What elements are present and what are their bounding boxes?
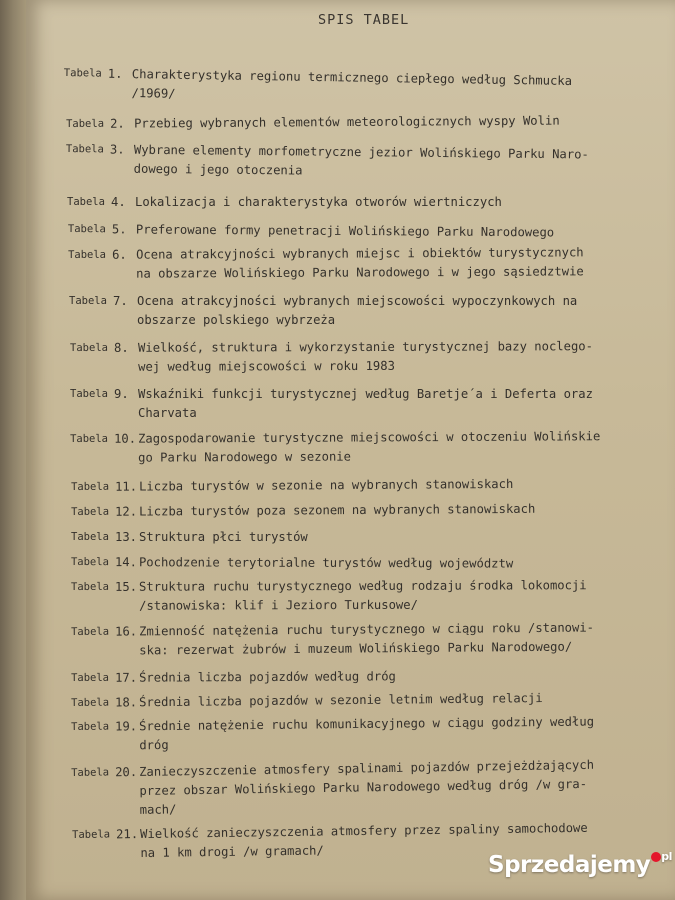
entry-line: Wielkość, struktura i wykorzystanie turystycznej bazy noclego- xyxy=(138,339,593,355)
entry-prefix: Tabela xyxy=(71,505,110,518)
entry-prefix: Tabela xyxy=(63,66,102,80)
entry-line: dróg xyxy=(139,737,169,753)
entry-number: 18. xyxy=(115,695,138,710)
entry-line: Przebieg wybranych elementów meteorologicznych wyspy Wolin xyxy=(134,113,560,131)
entry-line: Średnia liczba pojazdów według dróg xyxy=(139,669,396,685)
entry-line: Charakterystyka regionu termicznego ciepłego według Schmucka xyxy=(131,67,573,88)
entry-number: 19. xyxy=(115,719,138,734)
entry-line: Ocena atrakcyjności wybranych miejscowości wypoczynkowych na xyxy=(137,294,578,308)
entry-prefix: Tabela xyxy=(70,556,109,569)
entry-line: Wielkość zanieczyszczenia atmosfery przez spaliny samochodowe xyxy=(140,820,588,842)
entry-number: 17. xyxy=(115,670,138,685)
entry-prefix: Tabela xyxy=(70,432,109,445)
entry-text xyxy=(136,243,616,284)
entry-line: Zmienność natężenia ruchu turystycznego w ciągu roku /stanowi- xyxy=(139,620,595,639)
entry-prefix: Tabela xyxy=(67,196,105,208)
entry-line: przez obszar Wolińskiego Parku Narodowego według dróg /w gra- xyxy=(139,776,588,798)
entry-number: 8. xyxy=(114,340,129,355)
entry-prefix: Tabela xyxy=(71,580,109,593)
document-page xyxy=(26,0,675,900)
entry-line: Charvata xyxy=(138,406,197,420)
entry-line: Lokalizacja i charakterystyka otworów wiertniczych xyxy=(135,195,502,209)
entry-number: 10. xyxy=(114,431,137,446)
entry-prefix: Tabela xyxy=(70,388,108,400)
entry-number: 1. xyxy=(107,66,123,81)
entry-line: Liczba turystów w sezonie na wybranych stanowiskach xyxy=(139,476,514,494)
entry-prefix: Tabela xyxy=(72,828,111,841)
entry-text xyxy=(138,337,618,377)
entry-line: na 1 km drogi /w gramach/ xyxy=(140,843,324,861)
entry-line: Zagospodarowanie turystyczne miejscowości w otoczeniu Wolińskie xyxy=(138,429,601,446)
entry-number: 16. xyxy=(115,624,138,639)
entry-line: Zanieczyszczenie atmosfery spalinami pojazdów przejeżdżających xyxy=(139,757,595,779)
entry-prefix: Tabela xyxy=(71,531,109,543)
entry-text xyxy=(137,292,617,330)
entry-number: 6. xyxy=(112,247,127,262)
entry-text xyxy=(135,193,615,212)
entry-number: 4. xyxy=(111,195,126,209)
entry-line: Ocena atrakcyjności wybranych miejsc i obiektów turystycznych xyxy=(136,245,584,262)
entry-line: Liczba turystów poza sezonem na wybranych stanowiskach xyxy=(139,501,536,519)
entry-line: dowego i jego otoczenia xyxy=(133,161,303,178)
entry-number: 11. xyxy=(115,479,138,494)
entry-prefix: Tabela xyxy=(65,142,104,156)
entry-line: ska: rezerwat żubrów i muzeum Wolińskiego Parku Narodowego/ xyxy=(139,639,573,658)
entry-text xyxy=(139,576,619,616)
entry-number: 14. xyxy=(114,555,138,570)
entry-prefix: Tabela xyxy=(69,295,107,307)
watermark-logo xyxy=(488,850,672,878)
entry-text xyxy=(131,65,612,111)
entry-prefix: Tabela xyxy=(71,625,110,638)
entry-prefix: Tabela xyxy=(71,720,110,733)
entry-line: Struktura ruchu turystycznego według rodzaju środka lokomocji xyxy=(139,578,587,594)
entry-prefix: Tabela xyxy=(71,766,110,779)
watermark-text: Sprzedajemy xyxy=(488,852,651,878)
entry-number: 12. xyxy=(115,504,138,519)
entry-number: 20. xyxy=(115,764,138,780)
entry-line: obszarze polskiego wybrzeża xyxy=(137,313,336,327)
entry-prefix: Tabela xyxy=(71,696,110,709)
entry-text xyxy=(139,553,619,574)
entry-line: Wskaźniki funkcji turystycznej według Baretje´a i Deferta oraz xyxy=(138,387,593,401)
entry-prefix: Tabela xyxy=(71,671,110,684)
entry-number: 7. xyxy=(113,294,128,308)
entry-number: 13. xyxy=(115,530,138,544)
entry-number: 3. xyxy=(109,142,125,157)
entry-text xyxy=(139,528,619,547)
entry-number: 5. xyxy=(111,222,127,237)
entry-line: wej według miejscowości w roku 1983 xyxy=(138,358,395,374)
entry-line: na obszarze Wolińskiego Parku Narodowego i w jego sąsiedztwie xyxy=(136,264,584,281)
entry-text xyxy=(139,618,619,660)
entry-prefix: Tabela xyxy=(68,248,107,261)
watermark-suffix: pl xyxy=(661,850,672,863)
entry-line: Średnia liczba pojazdów w sezonie letnim według relacji xyxy=(139,691,543,710)
entry-text xyxy=(139,666,619,688)
entry-text xyxy=(139,474,619,496)
entry-prefix: Tabela xyxy=(71,480,110,493)
entry-text xyxy=(138,427,618,468)
entry-text xyxy=(139,755,620,820)
entry-line: Struktura płci turystów xyxy=(139,530,308,544)
entry-line: /stanowiska: klif i Jezioro Turkusowe/ xyxy=(139,597,418,613)
entry-text xyxy=(136,220,616,242)
entry-line: Średnie natężenie ruchu komunikacyjnego w ciągu godziny według xyxy=(139,714,595,734)
entry-number: 2. xyxy=(110,116,125,131)
entry-prefix: Tabela xyxy=(67,222,106,236)
watermark-dot xyxy=(651,852,661,862)
entry-text xyxy=(134,111,614,133)
entry-text xyxy=(139,712,619,755)
entry-text xyxy=(139,688,619,712)
entry-prefix: Tabela xyxy=(66,117,105,130)
entry-text xyxy=(138,385,618,423)
entry-text xyxy=(134,141,614,184)
entry-text xyxy=(139,499,619,521)
entry-number: 21. xyxy=(116,827,139,842)
page-title: SPIS TABEL xyxy=(318,12,410,28)
entry-prefix: Tabela xyxy=(70,341,108,354)
entry-line: go Parku Narodowego w sezonie xyxy=(138,449,351,465)
entry-line: Wybrane elementy morfometryczne jezior Wolińskiego Parku Naro- xyxy=(133,142,589,162)
entry-number: 15. xyxy=(115,579,138,594)
entry-number: 9. xyxy=(114,387,129,401)
entry-line: mach/ xyxy=(139,802,177,817)
entry-line: /1969/ xyxy=(131,86,176,101)
entry-line: Preferowane formy penetracji Wolińskiego Parku Narodowego xyxy=(135,222,555,240)
entry-line: Pochodzenie terytorialne turystów według województw xyxy=(138,555,514,571)
